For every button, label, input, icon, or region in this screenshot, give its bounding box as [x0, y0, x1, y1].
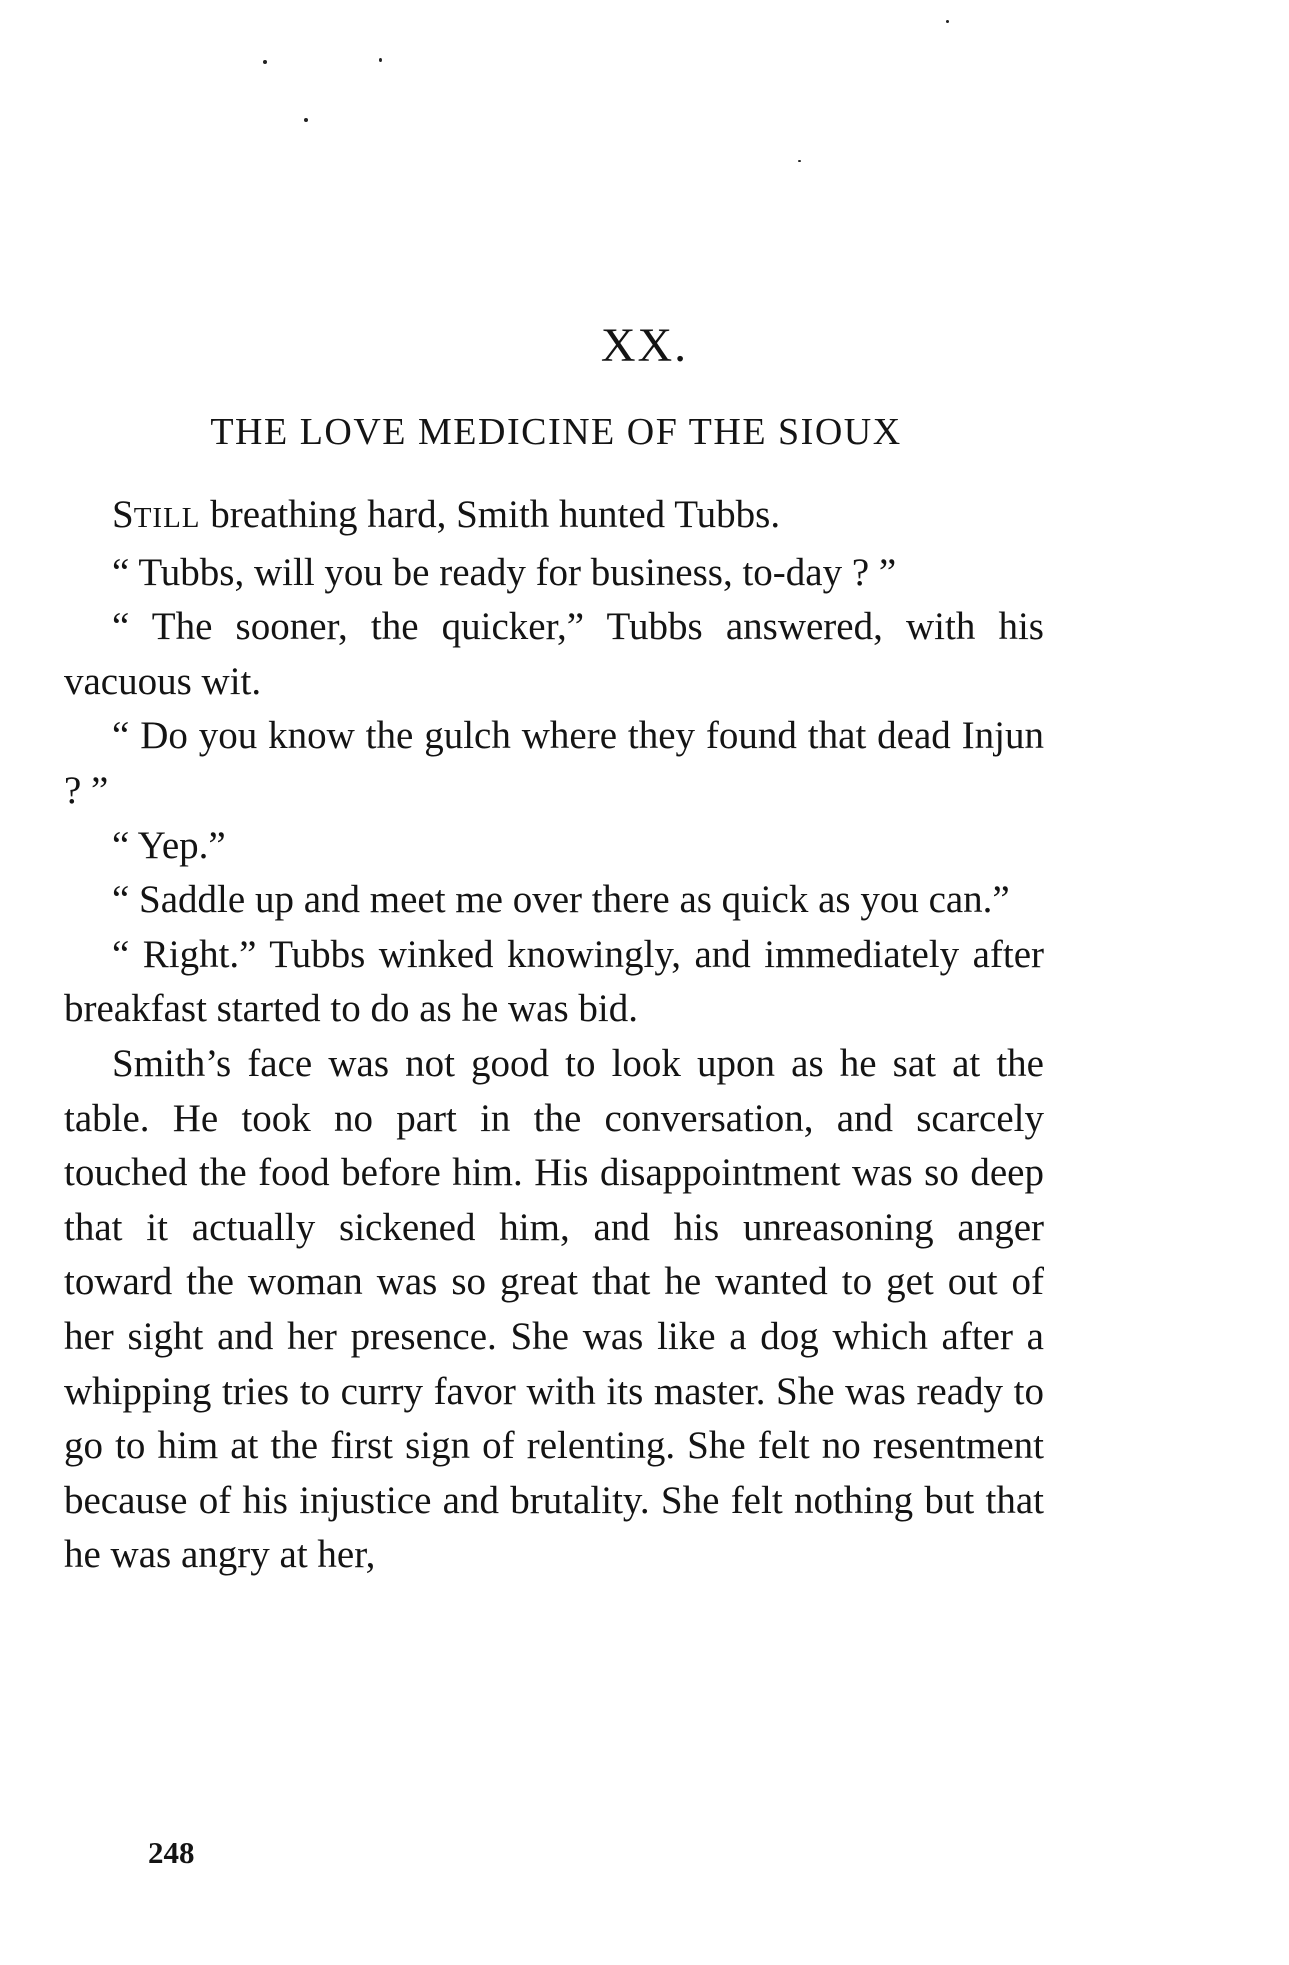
- drop-small-caps-initial: S: [112, 493, 134, 536]
- scan-speck: [263, 60, 267, 64]
- chapter-number: XX.: [600, 319, 689, 372]
- paragraph: “ Tubbs, will you be ready for business, to-day ? ”: [112, 550, 897, 594]
- page-number: 248: [148, 1835, 195, 1870]
- scan-speck: [379, 58, 382, 62]
- body-text: [64, 488, 1044, 1583]
- paragraph: “ Yep.”: [112, 823, 226, 867]
- small-caps-word: TILL: [133, 502, 201, 534]
- paragraph: “ Saddle up and meet me over there as quick as you can.”: [112, 878, 1010, 922]
- paragraph: Smith’s face was not good to look upon as he sat at the table. He took no part in the conversation, and scarcely touched the food before him. His disappointment was so deep that it actually sickened him, and his unreasoning anger toward the woman was so great that he wanted to get out of her sight and her presence. She was like a dog which after a whipping tries to curry favor with its master. She was ready to go to him at the first sign of relenting. She felt no resentment because of his injustice and brutality. She felt nothing but that he was angry at her,: [64, 1041, 1044, 1577]
- opening-sentence: breathing hard, Smith hunted Tubbs.: [200, 493, 781, 536]
- paragraph: “ Right.” Tubbs winked knowingly, and immediately after breakfast started to do as he was bid.: [64, 932, 1044, 1031]
- paragraph: [64, 488, 1044, 546]
- chapter-title: THE LOVE MEDICINE OF THE SIOUX: [210, 411, 902, 453]
- paragraph: “ Do you know the gulch where they found that dead Injun ? ”: [64, 714, 1044, 812]
- scan-speck: [798, 160, 801, 162]
- scan-speck: [946, 20, 949, 23]
- scan-speck: [304, 118, 308, 122]
- paragraph: “ The sooner, the quicker,” Tubbs answered, with his vacuous wit.: [64, 605, 1044, 703]
